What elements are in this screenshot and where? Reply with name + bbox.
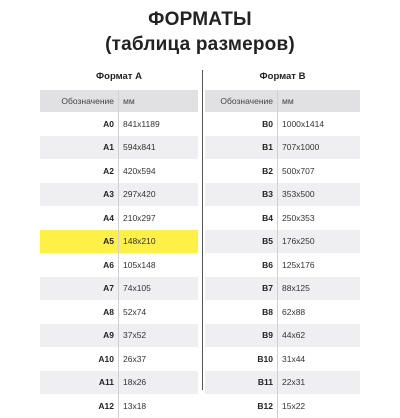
format-code: A6 <box>103 259 114 270</box>
format-size: 210x297 <box>118 206 156 230</box>
format-a-header <box>40 90 198 112</box>
page-title: ФОРМАТЫ <box>148 9 252 30</box>
format-code: A5 <box>103 236 114 247</box>
table-row <box>205 394 360 418</box>
table-row <box>205 324 360 348</box>
format-a-table <box>40 68 198 418</box>
table-row <box>40 300 198 324</box>
format-code: A8 <box>103 306 114 317</box>
format-code: A0 <box>103 118 114 129</box>
format-code: B5 <box>262 236 273 247</box>
table-row <box>40 277 198 301</box>
format-code: B7 <box>262 283 273 294</box>
table-row <box>205 206 360 230</box>
column-divider <box>202 70 203 390</box>
format-code: A4 <box>103 212 114 223</box>
format-size: 594x841 <box>118 136 156 160</box>
table-row <box>205 300 360 324</box>
format-size: 125x176 <box>277 253 315 277</box>
format-size: 105x148 <box>118 253 156 277</box>
format-size: 44x62 <box>277 324 305 348</box>
format-code: B12 <box>257 400 273 411</box>
format-b-title: Формат В <box>259 71 306 82</box>
table-row <box>40 136 198 160</box>
format-size: 500x707 <box>277 159 315 183</box>
format-code: B1 <box>262 142 273 153</box>
table-row <box>205 112 360 136</box>
format-a-rows <box>40 112 198 418</box>
format-code: A10 <box>98 353 114 364</box>
format-size: 37x52 <box>118 324 146 348</box>
format-size: 62x88 <box>277 300 305 324</box>
header-mm: мм <box>277 90 294 112</box>
format-code: B11 <box>257 377 273 388</box>
table-row <box>205 230 360 254</box>
format-code: B0 <box>262 118 273 129</box>
format-size: 297x420 <box>118 183 156 207</box>
format-b-header <box>205 90 360 112</box>
format-size: 31x44 <box>277 347 305 371</box>
format-code: B6 <box>262 259 273 270</box>
table-row <box>40 230 198 254</box>
format-code: B2 <box>262 165 273 176</box>
format-size: 707x1000 <box>277 136 319 160</box>
format-code: A9 <box>103 330 114 341</box>
format-size: 148x210 <box>118 230 156 254</box>
table-row <box>205 347 360 371</box>
format-code: B10 <box>257 353 273 364</box>
format-size: 88x125 <box>277 277 310 301</box>
format-size: 74x105 <box>118 277 151 301</box>
format-code: B9 <box>262 330 273 341</box>
table-row <box>40 253 198 277</box>
table-row <box>205 277 360 301</box>
format-code: A12 <box>98 400 114 411</box>
format-code: B8 <box>262 306 273 317</box>
table-row <box>205 253 360 277</box>
table-row <box>40 159 198 183</box>
table-row <box>40 394 198 418</box>
format-size: 420x594 <box>118 159 156 183</box>
format-size: 250x353 <box>277 206 315 230</box>
format-b-rows <box>205 112 360 418</box>
format-code: A2 <box>103 165 114 176</box>
format-code: A7 <box>103 283 114 294</box>
format-size: 26x37 <box>118 347 146 371</box>
format-size: 1000x1414 <box>277 112 324 136</box>
table-row <box>40 371 198 395</box>
header-code: Обозначение <box>220 96 273 106</box>
table-row <box>40 112 198 136</box>
format-a-title: Формат А <box>96 71 142 82</box>
table-row <box>40 206 198 230</box>
table-row <box>40 324 198 348</box>
format-code: A1 <box>103 142 114 153</box>
table-row <box>205 159 360 183</box>
table-row <box>40 347 198 371</box>
table-row <box>205 136 360 160</box>
format-size: 18x26 <box>118 371 146 395</box>
header-code: Обозначение <box>61 96 114 106</box>
format-size: 15x22 <box>277 394 305 418</box>
format-size: 22x31 <box>277 371 305 395</box>
table-row <box>205 371 360 395</box>
table-row <box>40 183 198 207</box>
header-mm: мм <box>118 90 135 112</box>
table-row <box>205 183 360 207</box>
format-b-table <box>205 68 360 418</box>
format-code: A11 <box>98 377 114 388</box>
format-size: 176x250 <box>277 230 315 254</box>
format-code: B4 <box>262 212 273 223</box>
format-size: 13x18 <box>118 394 146 418</box>
format-code: B3 <box>262 189 273 200</box>
page-subtitle: (таблица размеров) <box>105 34 295 55</box>
format-size: 353x500 <box>277 183 315 207</box>
format-code: A3 <box>103 189 114 200</box>
format-size: 841x1189 <box>118 112 160 136</box>
format-size: 52x74 <box>118 300 146 324</box>
